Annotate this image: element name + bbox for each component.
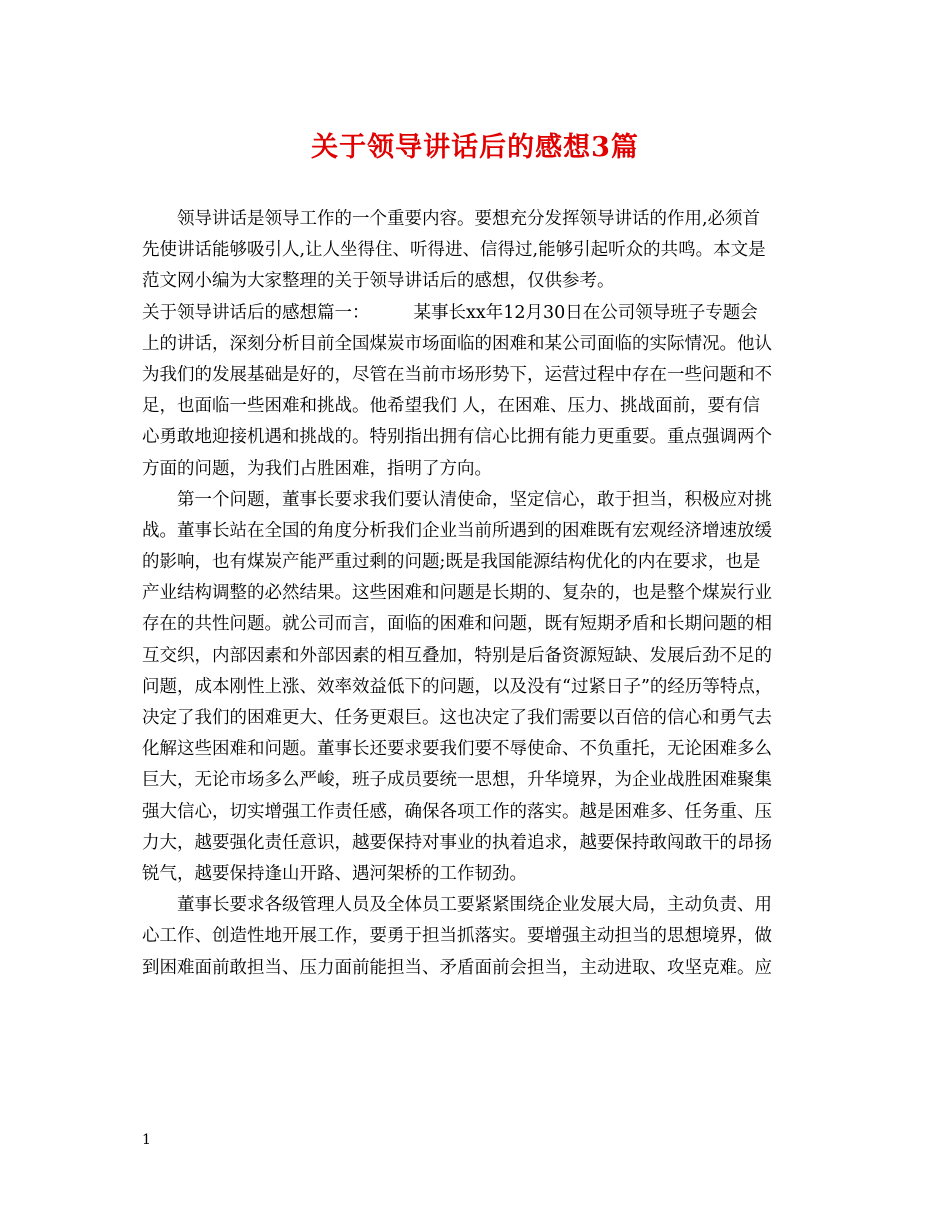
paragraph-line: 锐气，越要保持逢山开路、遇河架桥的工作韧劲。 [142,863,527,884]
paragraph-line: 先使讲话能够吸引人,让人坐得住、听得进、信得过,能够引起听众的共鸣。本文是 [142,240,766,261]
document-title: 关于领导讲话后的感想3篇 [311,132,639,163]
paragraph-line: 范文网小编为大家整理的关于领导讲话后的感想，仅供参考。 [142,271,615,292]
section-first-sentence: 某事长xx年12月30日在公司领导班子专题会 [413,302,758,323]
paragraph-line: 心勇敢地迎接机遇和挑战的。特别指出拥有信心比拥有能力更重要。重点强调两个 [142,427,772,448]
paragraph-line: 问题，成本刚性上涨、效率效益低下的问题，以及没有“过紧日子”的经历等特点， [142,676,773,697]
paragraph-line: 化解这些困难和问题。董事长还要求要我们要不辱使命、不负重托，无论困难多么 [142,739,772,760]
page-number: 1 [142,1132,151,1148]
paragraph-line: 董事长要求各级管理人员及全体员工要紧紧围绕企业发展大局，主动负责、用 [177,895,772,916]
paragraph-line: 互交织，内部因素和外部因素的相互叠加，特别是后备资源短缺、发展后劲不足的 [142,645,772,666]
paragraph-line: 为我们的发展基础是好的，尽管在当前市场形势下，运营过程中存在一些问题和不 [142,364,772,385]
paragraph-line: 存在的共性问题。就公司而言，面临的困难和问题，既有短期矛盾和长期问题的相 [142,614,772,635]
paragraph-line: 领导讲话是领导工作的一个重要内容。要想充分发挥领导讲话的作用,必须首 [177,209,761,229]
paragraph-line: 战。董事长站在全国的角度分析我们企业当前所遇到的困难既有宏观经济增速放缓 [142,520,772,541]
paragraph-line: 巨大，无论市场多么严峻，班子成员要统一思想，升华境界，为企业战胜困难聚集 [142,770,772,791]
section-heading: 关于领导讲话后的感想篇一： [142,302,370,323]
paragraph-line: 到困难面前敢担当、压力面前能担当、矛盾面前会担当，主动进取、攻坚克难。应 [142,957,772,978]
paragraph-line: 上的讲话，深刻分析目前全国煤炭市场面临的困难和某公司面临的实际情况。他认 [142,333,772,354]
paragraph-line: 决定了我们的困难更大、任务更艰巨。这也决定了我们需要以百倍的信心和勇气去 [142,708,772,728]
paragraph-line: 产业结构调整的必然结果。这些困难和问题是长期的、复杂的，也是整个煤炭行业 [142,583,772,604]
section-heading-line [142,298,812,329]
paragraph-line: 力大，越要强化责任意识，越要保持对事业的执着追求，越要保持敢闯敢干的昂扬 [142,832,772,853]
paragraph-line: 强大信心，切实增强工作责任感，确保各项工作的落实。越是困难多、任务重、压 [142,801,772,822]
paragraph-line: 的影响，也有煤炭产能严重过剩的问题;既是我国能源结构优化的内在要求，也是 [142,552,761,573]
paragraph-line: 第一个问题，董事长要求我们要认清使命，坚定信心，敢于担当，积极应对挑 [177,489,772,510]
paragraph-line: 心工作、创造性地开展工作，要勇于担当抓落实。要增强主动担当的思想境界，做 [142,926,772,947]
paragraph-line: 足，也面临一些困难和挑战。他希望我们 人，在困难、压力、挑战面前，要有信 [142,396,761,417]
paragraph-line: 方面的问题，为我们占胜困难，指明了方向。 [142,458,492,479]
document-body [142,204,812,984]
